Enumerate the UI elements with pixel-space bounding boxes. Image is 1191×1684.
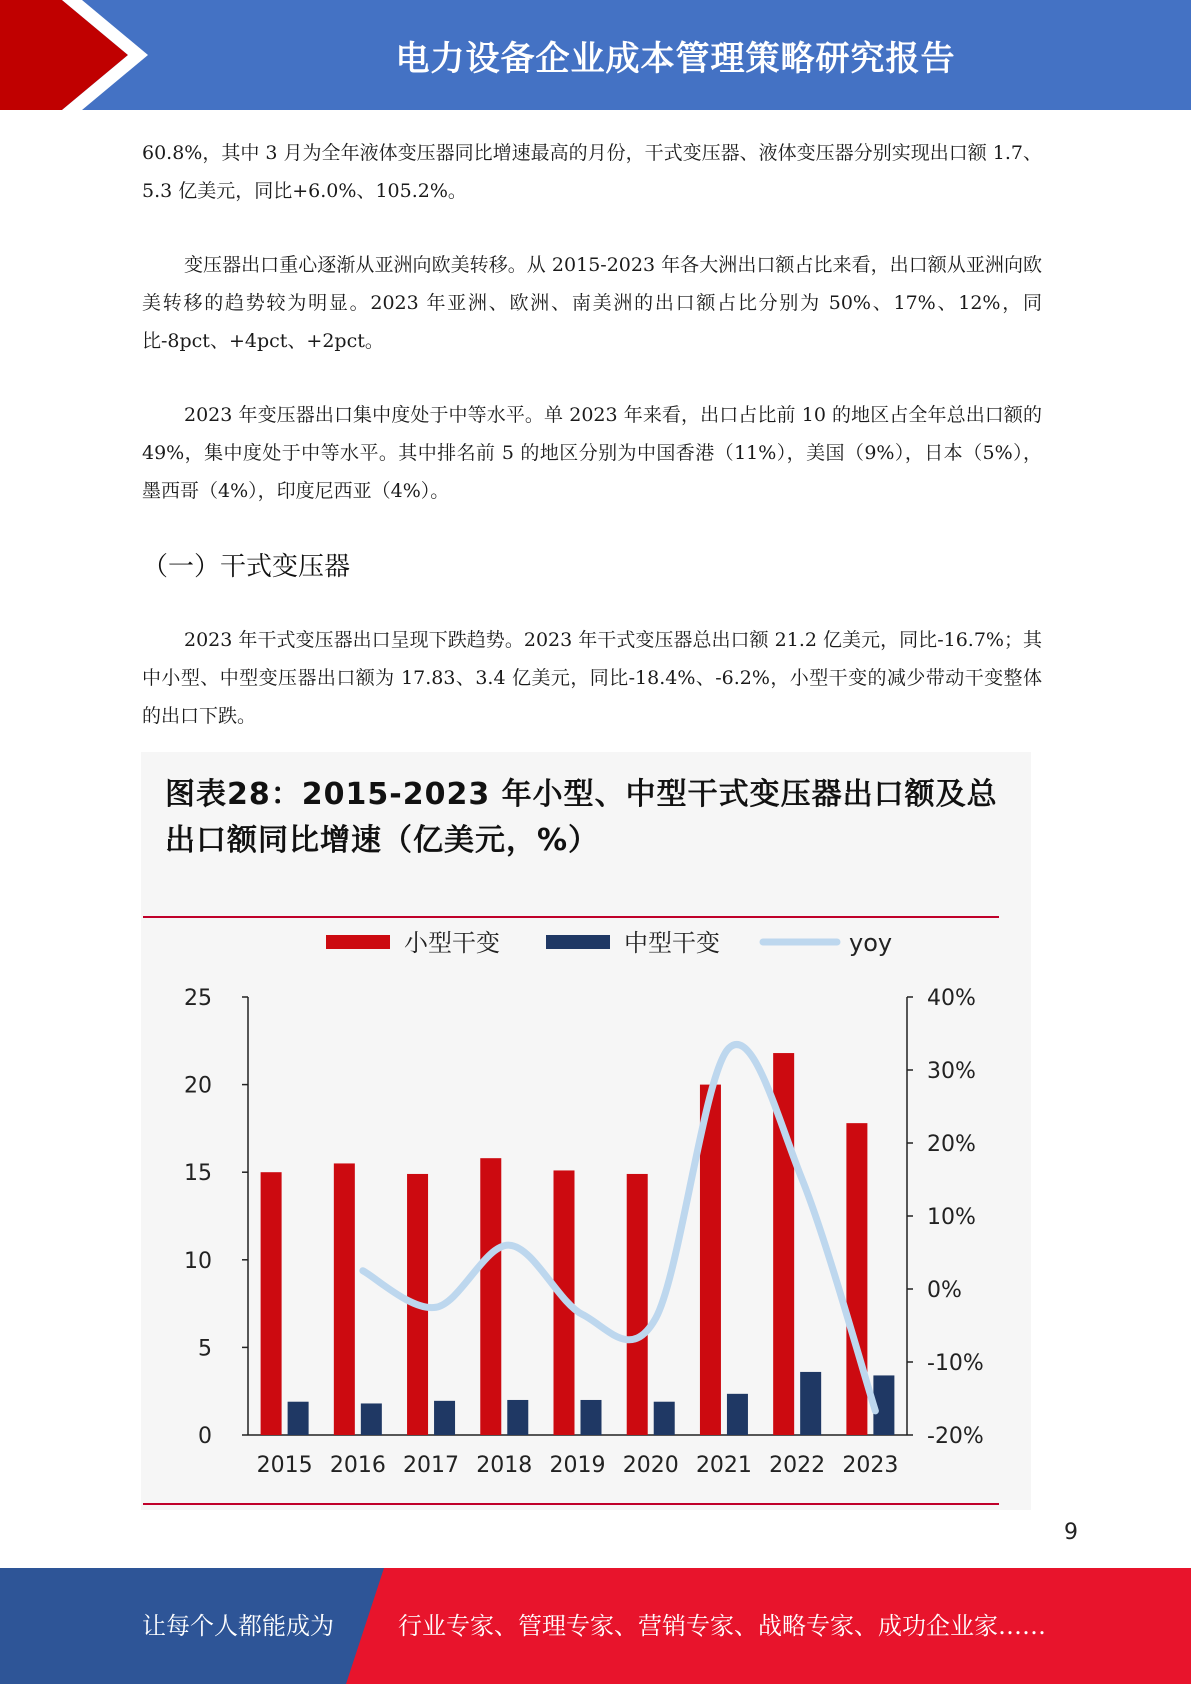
x-tick-label-2015: 2015 — [256, 1453, 313, 1478]
left-tick-label: 20 — [184, 1073, 212, 1099]
bar-medium-2017 — [434, 1401, 455, 1435]
x-tick-label-2023: 2023 — [842, 1453, 899, 1478]
bar-medium-2019 — [581, 1400, 602, 1435]
right-tick-label: -20% — [927, 1424, 984, 1449]
right-tick-label: -10% — [927, 1351, 984, 1376]
left-tick-label: 0 — [198, 1424, 212, 1449]
footer-slogan-right: 行业专家、管理专家、营销专家、战略专家、成功企业家…… — [398, 1612, 1046, 1640]
x-tick-label-2017: 2017 — [403, 1453, 460, 1478]
paragraph-concentration: 2023 年变压器出口集中度处于中等水平。单 2023 年来看，出口占比前 10 的地区占全年总出口额的 49%，集中度处于中等水平。其中排名前 5 的地区分别为中国香港（11%），美国（9%），日本（5%），墨西哥（4%），印度尼西亚（4%）。 — [142, 404, 1042, 502]
right-tick-label: 10% — [927, 1205, 976, 1230]
right-tick-label: 30% — [927, 1059, 976, 1084]
legend-swatch-2 — [546, 935, 610, 949]
footer-slogan-left: 让每个人都能成为 — [142, 1612, 334, 1640]
yoy-line — [363, 1045, 876, 1411]
bar-medium-2018 — [507, 1400, 528, 1435]
paragraph-dry-transformer: 2023 年干式变压器出口呈现下跌趋势。2023 年干式变压器总出口额 21.2 亿美元，同比-16.7%；其中小型、中型变压器出口额为 17.83、3.4 亿美元，同比-18.4%、-6.2%，小型干变的减少带动干变整体的出口下跌。 — [142, 629, 1042, 727]
bar-line-chart — [141, 752, 1031, 1510]
section-heading: （一）干式变压器 — [142, 552, 351, 582]
x-tick-label-2018: 2018 — [476, 1453, 533, 1478]
bar-medium-2015 — [288, 1402, 309, 1435]
x-tick-label-2020: 2020 — [622, 1453, 679, 1478]
right-tick-label: 40% — [927, 986, 976, 1011]
left-tick-label: 10 — [184, 1248, 212, 1274]
legend-label-3: yoy — [849, 929, 893, 957]
x-tick-label-2021: 2021 — [695, 1453, 752, 1478]
bar-medium-2022 — [800, 1372, 821, 1435]
chart-title: 图表28：2015-2023 年小型、中型干式变压器出口额及总出口额同比增速（亿美元，%） — [165, 777, 998, 858]
left-tick-label: 5 — [198, 1336, 212, 1362]
legend-label-1: 小型干变 — [404, 929, 500, 957]
x-tick-label-2016: 2016 — [329, 1453, 386, 1478]
page-footer — [0, 1568, 1191, 1684]
bar-small-2018 — [480, 1158, 501, 1435]
legend-swatch-1 — [326, 935, 390, 949]
page-number: 9 — [1064, 1520, 1078, 1545]
bar-medium-2021 — [727, 1394, 748, 1435]
right-tick-label: 20% — [927, 1132, 976, 1157]
right-tick-label: 0% — [927, 1278, 962, 1303]
x-tick-label-2022: 2022 — [769, 1453, 826, 1478]
bar-small-2016 — [334, 1163, 355, 1435]
bar-medium-2020 — [654, 1402, 675, 1435]
report-title: 电力设备企业成本管理策略研究报告 — [395, 38, 956, 79]
page-header — [0, 0, 1191, 110]
bar-small-2020 — [627, 1174, 648, 1435]
bar-small-2015 — [261, 1172, 282, 1435]
chart-figure — [141, 752, 1031, 1510]
document-body — [142, 134, 1042, 771]
paragraph-continued: 60.8%，其中 3 月为全年液体变压器同比增速最高的月份，干式变压器、液体变压器分别实现出口额 1.7、5.3 亿美元，同比+6.0%、105.2%。 — [142, 142, 1042, 202]
header-arrow-decoration — [0, 0, 160, 110]
left-tick-label: 25 — [184, 986, 212, 1011]
left-tick-label: 15 — [184, 1161, 212, 1187]
legend-label-2: 中型干变 — [624, 929, 720, 957]
bar-medium-2016 — [361, 1403, 382, 1435]
bar-small-2023 — [846, 1123, 867, 1435]
paragraph-export-shift: 变压器出口重心逐渐从亚洲向欧美转移。从 2015-2023 年各大洲出口额占比来看，出口额从亚洲向欧美转移的趋势较为明显。2023 年亚洲、欧洲、南美洲的出口额占比分别为 50%、17%、12%，同比-8pct、+4pct、+2pct。 — [142, 254, 1042, 352]
x-tick-label-2019: 2019 — [549, 1453, 606, 1478]
